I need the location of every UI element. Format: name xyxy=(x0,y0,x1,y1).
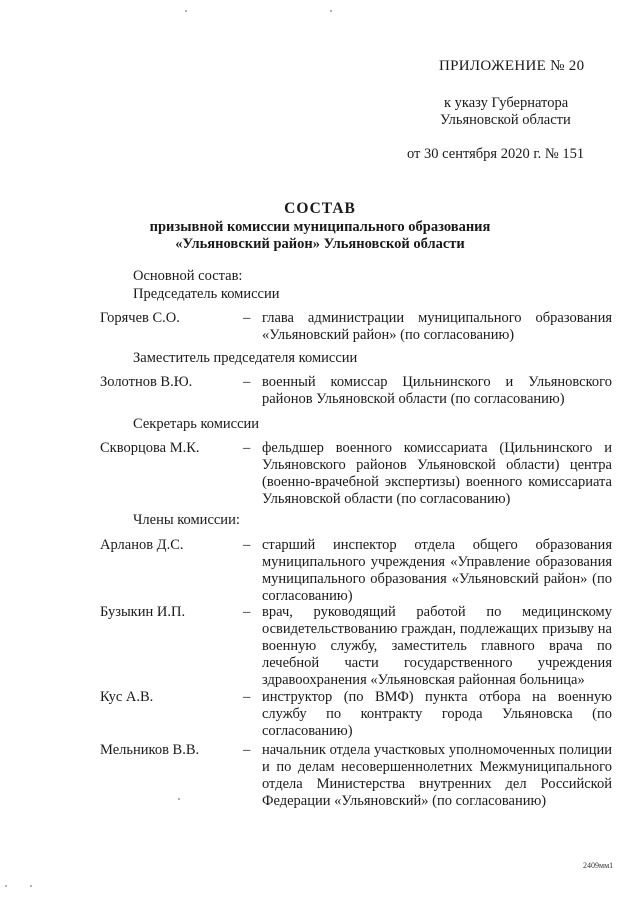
decree-region: Ульяновской области xyxy=(440,112,571,128)
entry-dash: – xyxy=(243,440,251,456)
scan-speck xyxy=(5,885,7,887)
entry-name: Арланов Д.С. xyxy=(100,537,184,553)
entry-dash: – xyxy=(243,689,251,705)
scan-speck xyxy=(178,798,180,800)
entry-description: инструктор (по ВМФ) пункта отбора на военную службу по контракту города Ульяновска (по согласованию) xyxy=(262,689,612,739)
entry-dash: – xyxy=(243,310,251,326)
entry-dash: – xyxy=(243,537,251,553)
document-title: СОСТАВ xyxy=(284,200,356,217)
document-subtitle-line1: призывной комиссии муниципального образования xyxy=(149,219,491,235)
document-subtitle-line2: «Ульяновский район» Ульяновской области xyxy=(175,236,465,252)
section-chairman: Председатель комиссии xyxy=(133,286,280,302)
section-deputy: Заместитель председателя комиссии xyxy=(133,350,358,366)
scan-speck xyxy=(330,10,332,12)
entry-description: военный комиссар Цильнинского и Ульяновского районов Ульяновской области (по согласованию) xyxy=(262,374,612,407)
entry-name: Золотнов В.Ю. xyxy=(100,374,193,390)
entry-name: Горячев С.О. xyxy=(100,310,180,326)
section-secretary: Секретарь комиссии xyxy=(133,416,260,432)
scan-speck xyxy=(30,885,32,887)
decree-reference: к указу Губернатора xyxy=(444,95,569,111)
section-members: Члены комиссии: xyxy=(133,512,240,528)
entry-description: фельдшер военного комиссариата (Цильнинского и Ульяновского районов Ульяновской области) центра (военно-врачебной экспертизы) военного комиссариата Ульяновской области (по согласованию) xyxy=(262,440,612,507)
entry-description: старший инспектор отдела общего образования муниципального учреждения «Управление образования муниципального образования «Ульяновский район» (по согласованию) xyxy=(262,537,612,604)
scan-speck xyxy=(185,10,187,12)
entry-description: врач, руководящий работой по медицинскому освидетельствованию граждан, подлежащих призыву на военную службу, заместитель главного врача по лечебной части государственного учреждения здравоохранения «Ульяновская районная больница» xyxy=(262,604,612,688)
entry-description: глава администрации муниципального образования «Ульяновский район» (по согласованию) xyxy=(262,310,612,343)
footer-code: 2409мм1 xyxy=(583,861,614,870)
entry-dash: – xyxy=(243,742,251,758)
entry-name: Кус А.В. xyxy=(100,689,154,705)
entry-name: Мельников В.В. xyxy=(100,742,200,758)
entry-dash: – xyxy=(243,604,251,620)
section-main-composition: Основной состав: xyxy=(133,268,243,284)
entry-dash: – xyxy=(243,374,251,390)
appendix-number: ПРИЛОЖЕНИЕ № 20 xyxy=(439,58,585,74)
entry-name: Скворцова М.К. xyxy=(100,440,200,456)
entry-name: Бузыкин И.П. xyxy=(100,604,186,620)
decree-date: от 30 сентября 2020 г. № 151 xyxy=(407,146,585,162)
entry-description: начальник отдела участковых уполномоченных полиции и по делам несовершеннолетних Межмуниципального отдела Министерства внутренних дел Российской Федерации «Ульяновский» (по согласованию) xyxy=(262,742,612,809)
